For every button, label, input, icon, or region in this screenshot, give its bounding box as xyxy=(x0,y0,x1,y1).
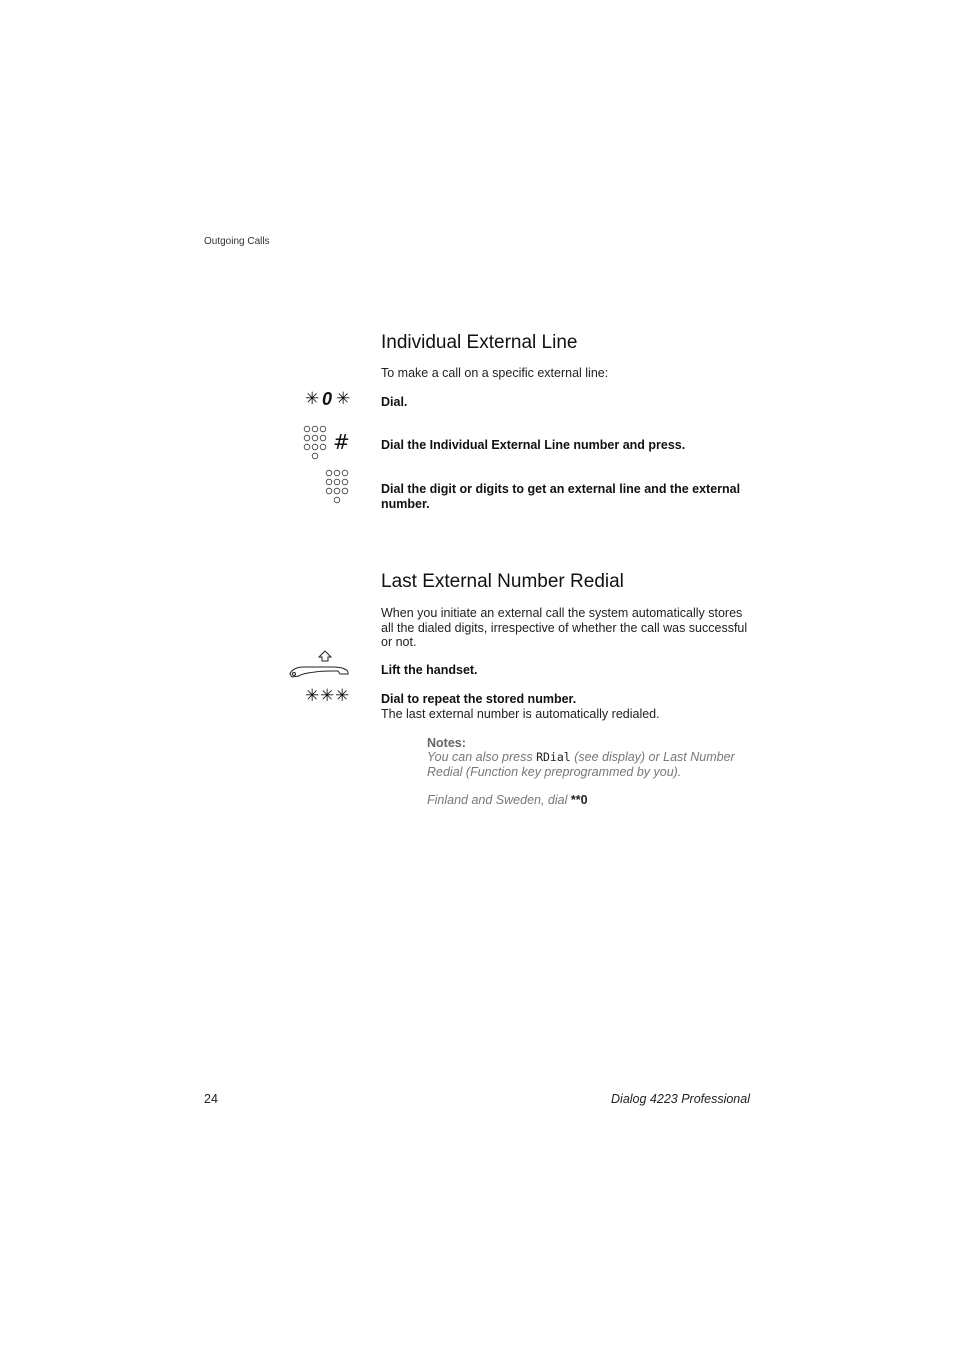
keypad-icon xyxy=(303,425,331,461)
notes-line1-after: (see display) or Last Number Redial (Function key preprogrammed by you). xyxy=(427,750,735,779)
section1-step1-text: Dial. xyxy=(381,395,408,409)
section1-step2-text: Dial the Individual External Line number and press. xyxy=(381,438,686,452)
star-icon: ✳ xyxy=(335,686,350,706)
star-star-zero-code: **0 xyxy=(570,793,588,807)
section2-intro: When you initiate an external call the system automatically stores all the dialed digits, irrespective of whether the call was successful or not. xyxy=(381,606,748,649)
section-title-last-external-number-redial: Last External Number Redial xyxy=(381,571,624,592)
notes-title: Notes: xyxy=(427,736,466,750)
hash-icon: # xyxy=(333,430,350,454)
rdial-softkey-label: RDial xyxy=(536,750,571,764)
page-number: 24 xyxy=(204,1092,218,1106)
notes-line1 xyxy=(427,750,747,779)
star-icon: ✳ xyxy=(305,686,320,706)
section-title-individual-external-line: Individual External Line xyxy=(381,332,578,353)
notes-line2-text: Finland and Sweden, dial xyxy=(427,793,568,807)
star-icon: ✳ xyxy=(336,389,351,409)
section2-step2-subtext: The last external number is automatically redialed. xyxy=(381,707,660,721)
section2-step2-text: Dial to repeat the stored number. xyxy=(381,692,577,706)
section2-step1-text: Lift the handset. xyxy=(381,663,478,677)
star-icon: ✳ xyxy=(305,389,320,409)
keypad-icon xyxy=(325,469,353,505)
product-name: Dialog 4223 Professional xyxy=(611,1092,750,1106)
section1-step3-text: Dial the digit or digits to get an external line and the external number. xyxy=(381,482,741,511)
star-zero-star-key-sequence xyxy=(305,388,353,412)
triple-star-key-sequence xyxy=(305,686,353,708)
section1-intro: To make a call on a specific external line: xyxy=(381,366,609,380)
notes-line1-before: You can also press xyxy=(427,750,533,764)
star-icon: ✳ xyxy=(320,686,335,706)
notes-line2 xyxy=(427,793,588,808)
running-header: Outgoing Calls xyxy=(204,236,270,247)
zero-key-icon: 0 xyxy=(322,389,333,409)
handset-lift-icon xyxy=(287,650,351,678)
